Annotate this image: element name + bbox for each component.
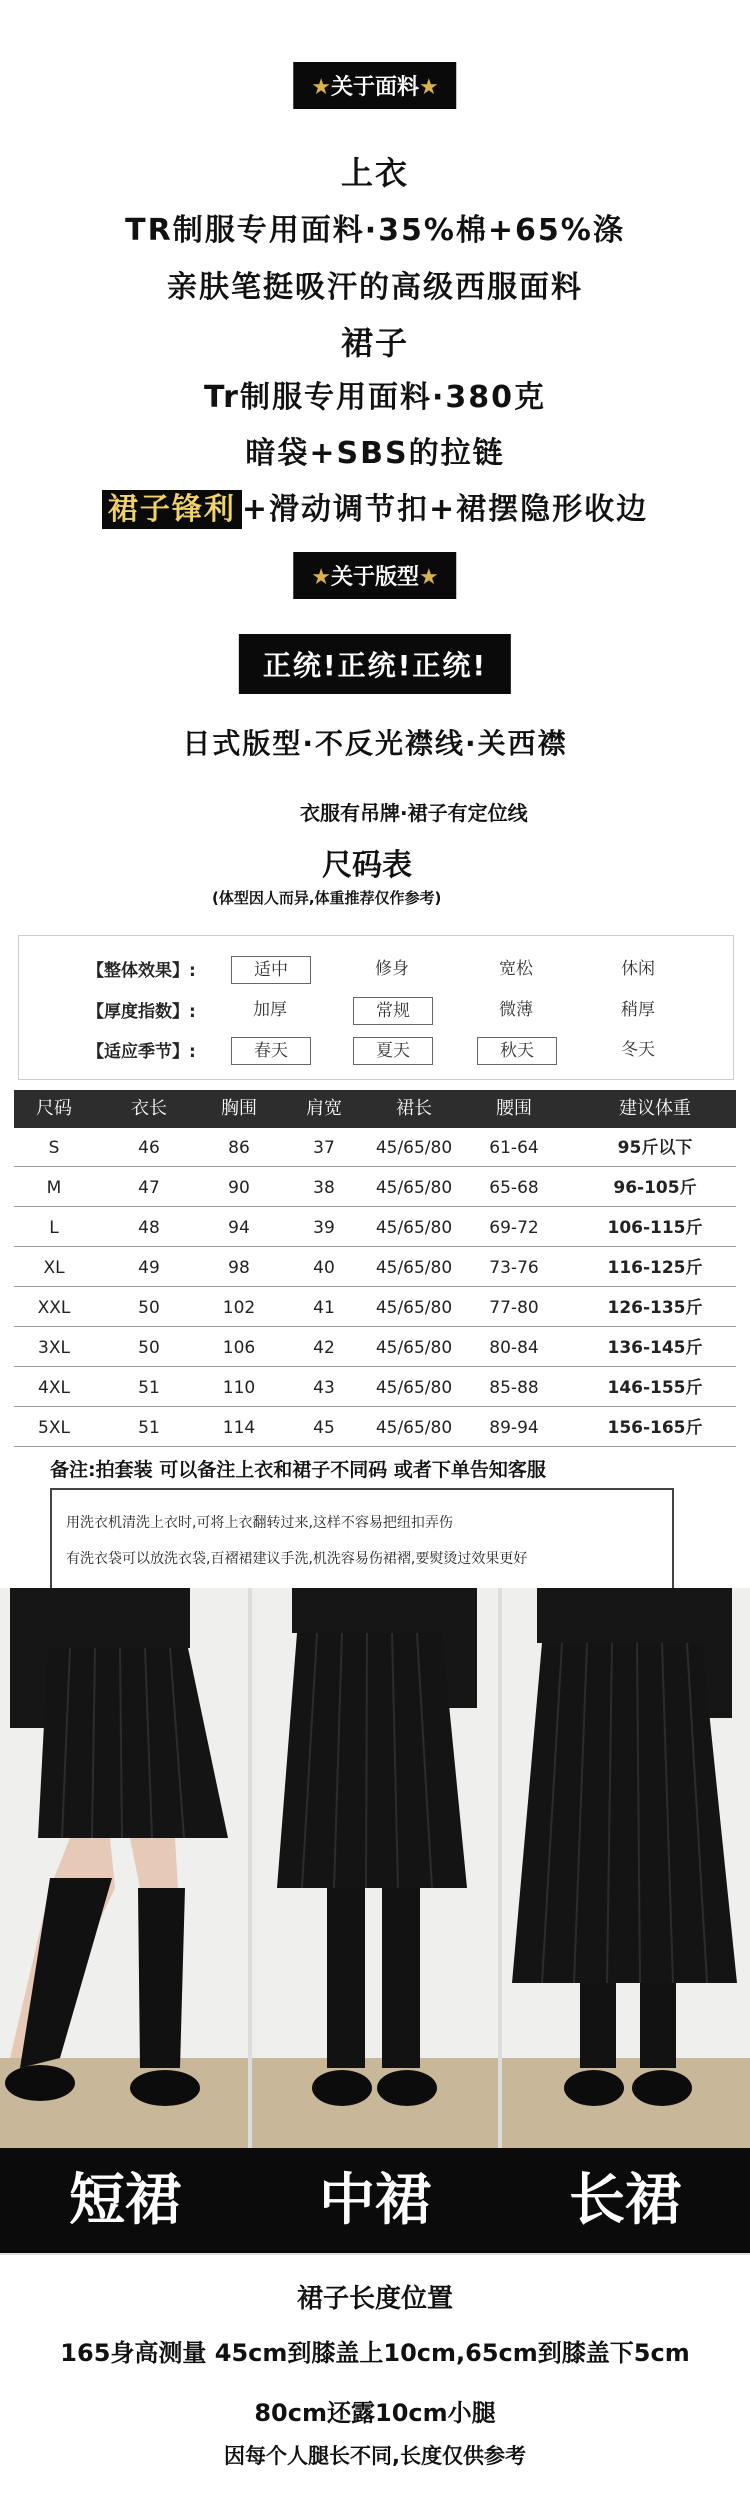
table-cell: 94 <box>228 1218 250 1238</box>
table-cell: 41 <box>313 1298 335 1318</box>
table-cell: 85-88 <box>489 1378 539 1398</box>
table-cell: 43 <box>313 1378 335 1398</box>
table-cell: 77-80 <box>489 1298 539 1318</box>
fit-badge-label: 关于版型 <box>330 565 420 590</box>
table-cell: 45/65/80 <box>375 1218 453 1238</box>
table-cell: 65-68 <box>489 1178 539 1198</box>
size-table-subtitle: (体型因人而异,体重推荐仅作参考) <box>212 889 442 907</box>
table-cell: 106 <box>222 1338 256 1358</box>
table-cell: 69-72 <box>489 1218 539 1238</box>
table-cell: 110 <box>222 1378 256 1398</box>
long-skirt-label: 长裙 <box>569 2168 681 2233</box>
table-cell: 51 <box>138 1418 160 1438</box>
table-cell: 4XL <box>38 1378 70 1398</box>
length-note-2: 80cm还露10cm小腿 <box>254 2399 496 2427</box>
table-cell: 47 <box>138 1178 160 1198</box>
table-cell: 39 <box>313 1218 335 1238</box>
table-cell: 73-76 <box>489 1258 539 1278</box>
attribute-option: 常规 <box>353 997 433 1025</box>
top-feature-line: 亲肤笔挺吸汗的高级西服面料 <box>167 270 583 305</box>
table-cell: 156-165斤 <box>607 1418 703 1438</box>
table-cell: 45 <box>313 1418 335 1438</box>
table-cell: 45/65/80 <box>375 1338 453 1358</box>
attribute-panel <box>18 935 734 1080</box>
size-table-header <box>14 1090 736 1128</box>
short-skirt-label: 短裙 <box>69 2168 181 2233</box>
skirt-title: 裙子 <box>340 324 409 362</box>
table-cell: 136-145斤 <box>607 1338 703 1358</box>
skirt-feature-highlight: 裙子锋利 <box>102 490 242 529</box>
mid-skirt-label: 中裙 <box>319 2168 431 2233</box>
table-cell: L <box>49 1218 59 1238</box>
size-remark: 备注:拍套装 可以备注上衣和裙子不同码 或者下单告知客服 <box>50 1459 546 1481</box>
star-icon: ★ <box>311 565 331 590</box>
table-cell: XL <box>43 1258 65 1278</box>
table-cell: 96-105斤 <box>613 1178 697 1198</box>
table-cell: XXL <box>37 1298 71 1318</box>
table-cell: 45/65/80 <box>375 1418 453 1438</box>
attribute-label: 【整体效果】: <box>87 961 196 981</box>
attribute-option: 加厚 <box>253 1000 287 1020</box>
table-row <box>14 1250 736 1287</box>
table-cell: 40 <box>313 1258 335 1278</box>
table-cell: 90 <box>228 1178 250 1198</box>
size-tag-note: 衣服有吊牌·裙子有定位线 <box>300 801 528 825</box>
table-cell: 61-64 <box>489 1138 539 1158</box>
attribute-option: 冬天 <box>621 1040 655 1060</box>
attribute-option: 微薄 <box>499 1000 533 1020</box>
table-cell: 45/65/80 <box>375 1298 453 1318</box>
table-row <box>14 1410 736 1447</box>
star-icon: ★ <box>419 75 439 100</box>
column-header: 胸围 <box>221 1098 257 1119</box>
column-header: 裙长 <box>396 1098 432 1119</box>
table-cell: 45/65/80 <box>375 1258 453 1278</box>
table-cell: 80-84 <box>489 1338 539 1358</box>
attribute-label: 【厚度指数】: <box>87 1002 196 1022</box>
table-cell: 46 <box>138 1138 160 1158</box>
table-cell: 114 <box>222 1418 256 1438</box>
table-cell: 102 <box>222 1298 256 1318</box>
attribute-row-season <box>19 1037 733 1067</box>
column-header: 建议体重 <box>619 1098 691 1119</box>
table-cell: 38 <box>313 1178 335 1198</box>
attribute-option: 春天 <box>231 1037 311 1065</box>
table-row <box>14 1370 736 1407</box>
care-line-1: 用洗衣机清洗上衣时,可将上衣翻转过来,这样不容易把纽扣弄伤 <box>66 1515 453 1531</box>
attribute-option: 秋天 <box>477 1037 557 1065</box>
table-row <box>14 1290 736 1327</box>
skirt-zipper-line: 暗袋+SBS的拉链 <box>245 436 505 471</box>
table-cell: 3XL <box>38 1338 70 1358</box>
table-row <box>14 1170 736 1207</box>
length-note-1: 165身高测量 45cm到膝盖上10cm,65cm到膝盖下5cm <box>60 2339 690 2367</box>
table-cell: 89-94 <box>489 1418 539 1438</box>
size-table-title: 尺码表 <box>322 848 412 883</box>
top-title: 上衣 <box>340 154 409 192</box>
table-cell: 49 <box>138 1258 160 1278</box>
table-cell: M <box>46 1178 62 1198</box>
attribute-option: 休闲 <box>621 959 655 979</box>
table-cell: 42 <box>313 1338 335 1358</box>
table-cell: 50 <box>138 1338 160 1358</box>
attribute-option: 稍厚 <box>621 1000 655 1020</box>
column-header: 肩宽 <box>306 1098 342 1119</box>
table-cell: 45/65/80 <box>375 1138 453 1158</box>
table-cell: S <box>48 1138 60 1158</box>
star-icon: ★ <box>311 75 331 100</box>
table-cell: 126-135斤 <box>607 1298 703 1318</box>
table-cell: 45/65/80 <box>375 1378 453 1398</box>
length-note-3: 因每个人腿长不同,长度仅供参考 <box>224 2444 526 2468</box>
care-instructions-box <box>50 1488 674 1590</box>
attribute-row-effect <box>19 956 733 986</box>
column-header: 衣长 <box>131 1098 167 1119</box>
attribute-option: 宽松 <box>499 959 533 979</box>
mid-skirt-photo <box>252 1588 498 2148</box>
top-fabric-line: TR制服专用面料·35%棉+65%涤 <box>125 213 625 248</box>
fit-features: 日式版型·不反光襟线·关西襟 <box>182 727 568 760</box>
table-cell: 86 <box>228 1138 250 1158</box>
table-cell: 45/65/80 <box>375 1178 453 1198</box>
length-section-title: 裙子长度位置 <box>296 2284 453 2314</box>
skirt-length-label-strip <box>0 2148 750 2253</box>
table-cell: 95斤以下 <box>617 1138 693 1158</box>
attribute-option: 修身 <box>375 959 409 979</box>
skirt-feature-line <box>0 484 750 528</box>
attribute-option: 夏天 <box>353 1037 433 1065</box>
table-row <box>14 1130 736 1167</box>
care-line-2: 有洗衣袋可以放洗衣袋,百褶裙建议手洗,机洗容易伤裙褶,要熨烫过效果更好 <box>66 1551 528 1567</box>
attribute-row-thickness <box>19 997 733 1027</box>
table-cell: 51 <box>138 1378 160 1398</box>
table-cell: 48 <box>138 1218 160 1238</box>
column-header: 尺码 <box>36 1098 72 1119</box>
fit-slogan: 正统!正统!正统! <box>239 634 511 694</box>
table-cell: 5XL <box>38 1418 70 1438</box>
short-skirt-photo <box>0 1588 248 2148</box>
table-cell: 106-115斤 <box>607 1218 703 1238</box>
skirt-feature-rest: +滑动调节扣+裙摆隐形收边 <box>241 492 649 527</box>
table-row <box>14 1210 736 1247</box>
skirt-fabric-line: Tr制服专用面料·380克 <box>204 380 546 415</box>
table-cell: 98 <box>228 1258 250 1278</box>
fabric-badge-label: 关于面料 <box>330 75 420 100</box>
column-header: 腰围 <box>496 1098 532 1119</box>
long-skirt-photo <box>502 1588 750 2148</box>
attribute-label: 【适应季节】: <box>87 1042 196 1062</box>
table-cell: 146-155斤 <box>607 1378 703 1398</box>
table-cell: 116-125斤 <box>607 1258 703 1278</box>
table-cell: 37 <box>313 1138 335 1158</box>
table-cell: 50 <box>138 1298 160 1318</box>
table-row <box>14 1330 736 1367</box>
attribute-option: 适中 <box>231 956 311 984</box>
star-icon: ★ <box>419 565 439 590</box>
fabric-badge <box>293 62 456 109</box>
fit-badge <box>293 552 456 599</box>
